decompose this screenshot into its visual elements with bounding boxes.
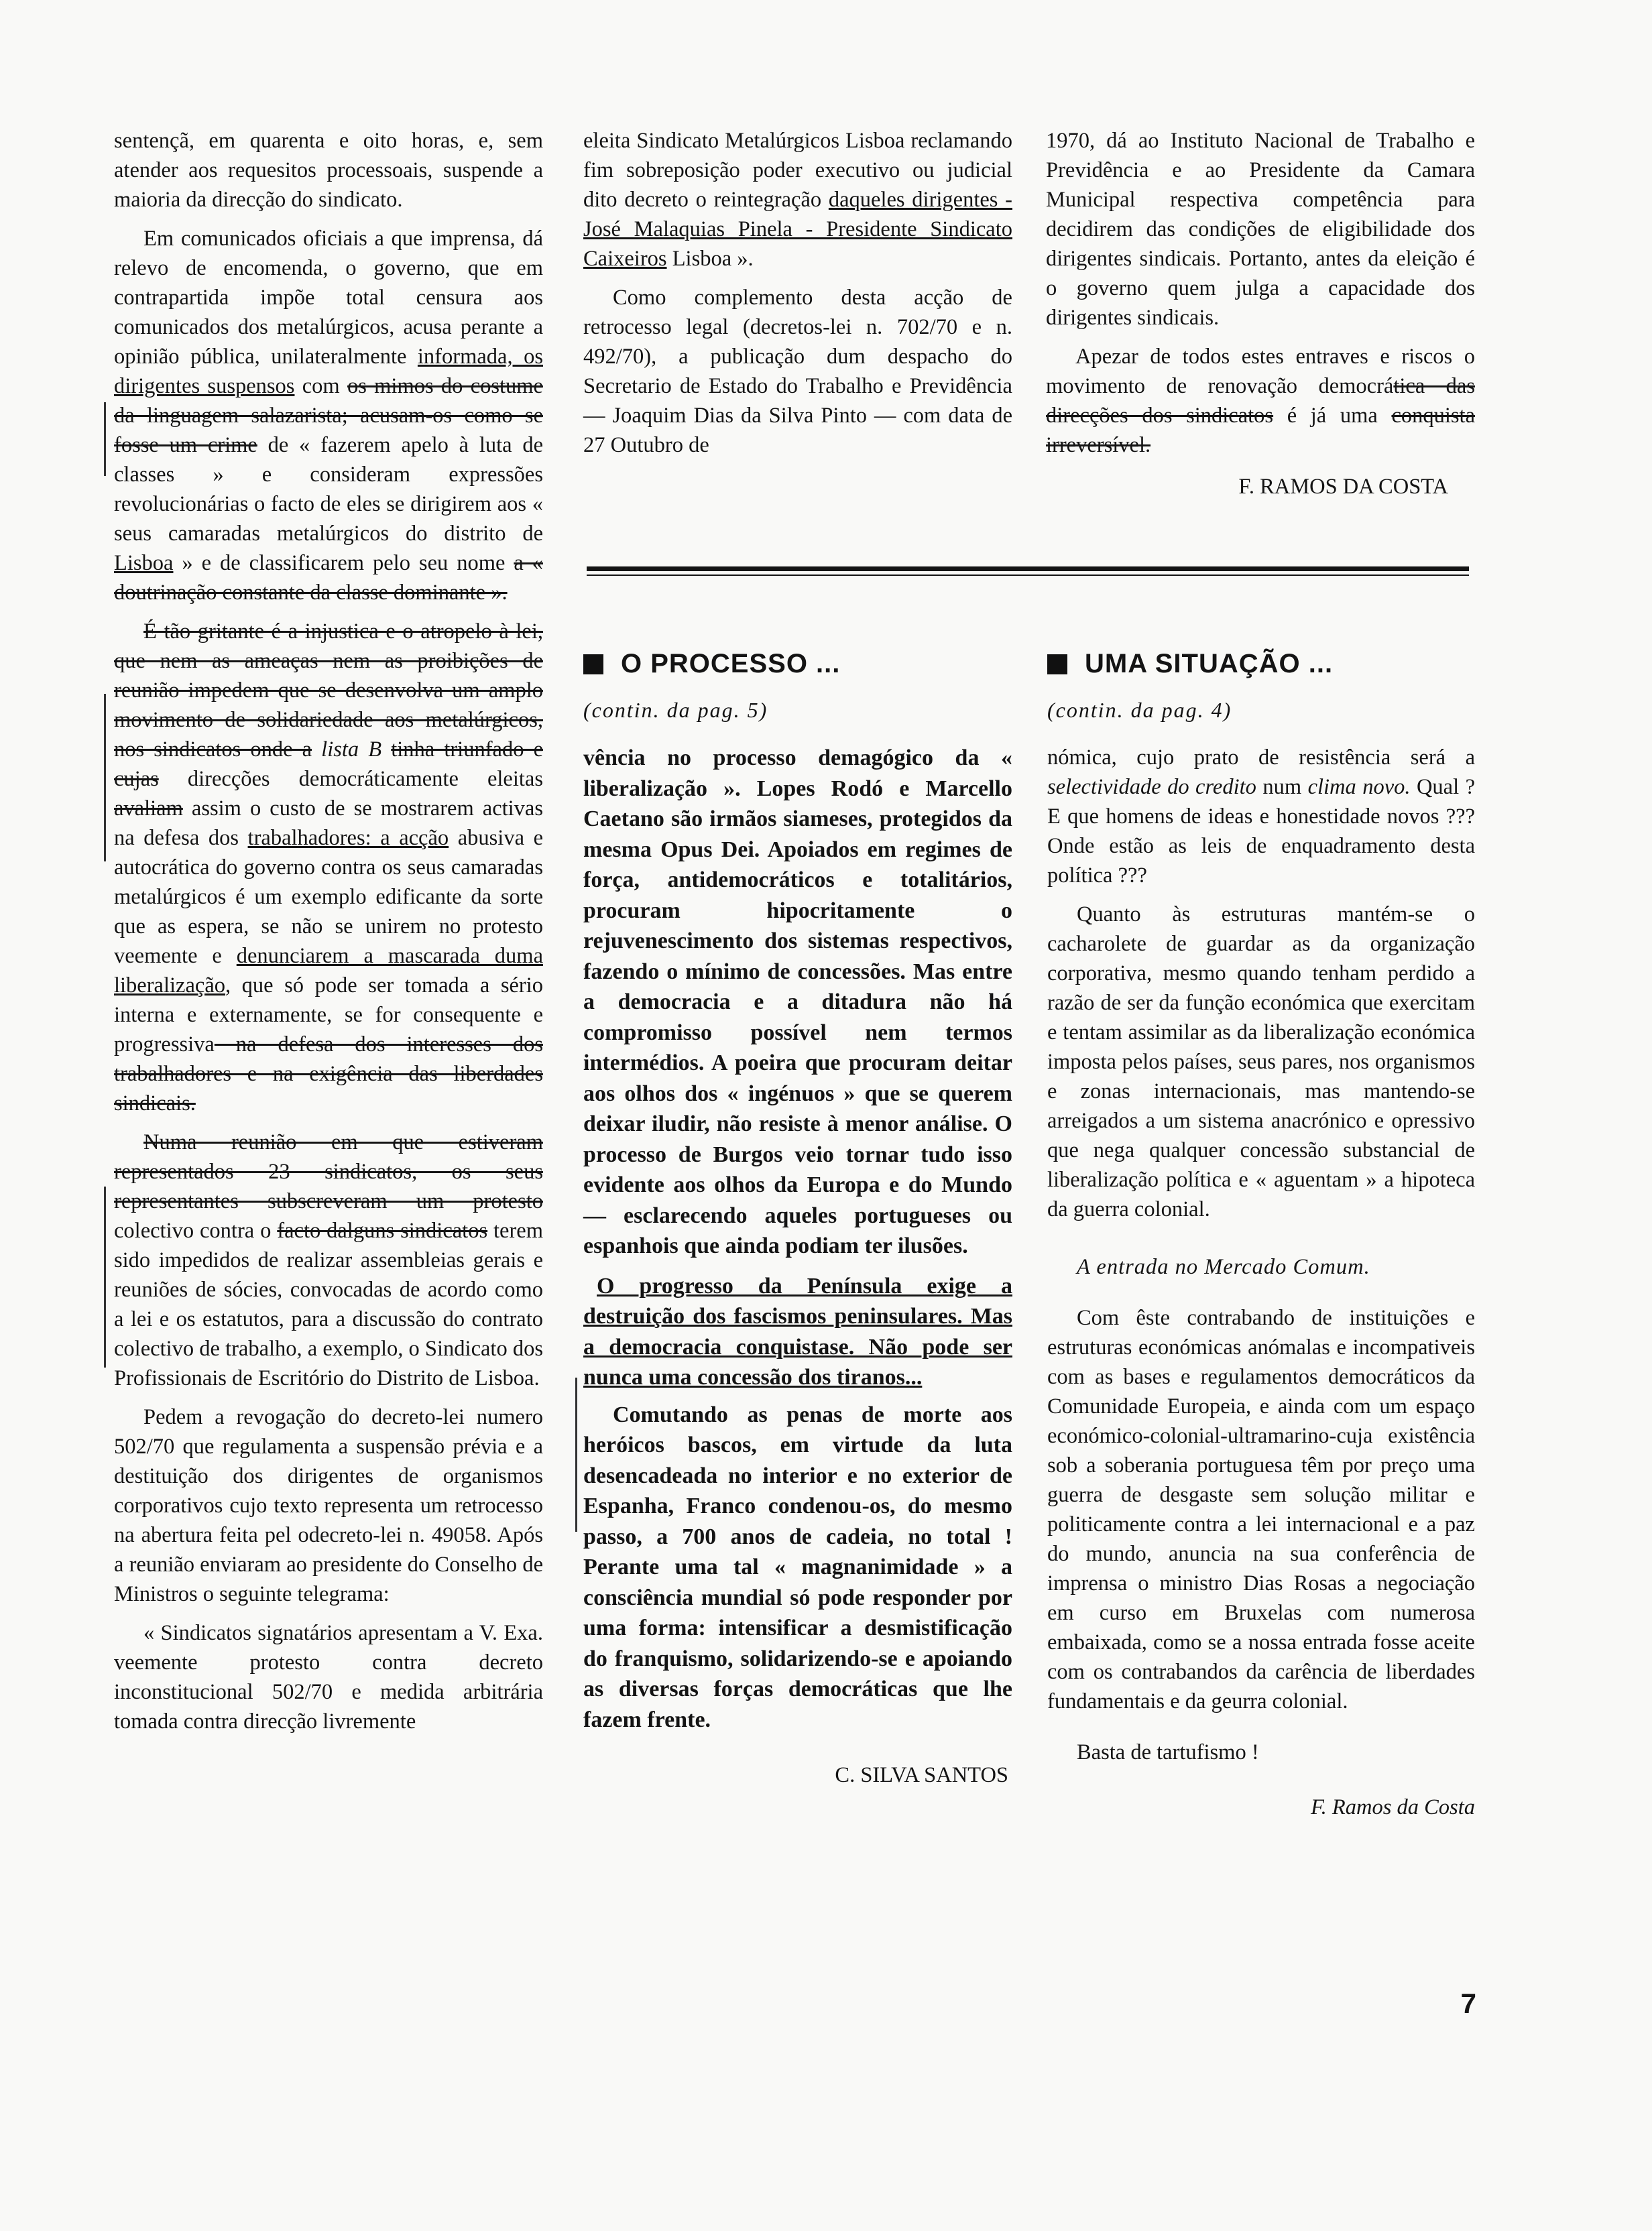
underlined-text: denunciarem a mascarada duma liberalização [114,944,544,998]
divider-rule [587,566,1469,571]
margin-mark [104,1187,106,1368]
article-heading: O PROCESSO ... [583,649,1012,679]
paragraph: Basta de tartufismo ! [1077,1740,1259,1764]
article-uma-situacao [1047,649,1475,1822]
margin-mark [104,694,106,861]
paragraph: eleita Sindicato Metalúrgicos Lisboa reclamando fim sobreposição poder executivo ou judicial dito decreto o reintegração daqueles dirigentes - José Malaquias Pinela - Presidente Sindicato Caixeiros Lisboa ». [583,129,1012,271]
struck-text: É tão gritante é a injustica e o atropelo à lei, que nem as ameaças nem as proibições de reunião impedem que se desenvolva um amplo movimento de solidariedade aos metalúrgicos, nos sindicatos onde a [114,619,543,762]
struck-text: tinha triunfado e cujas [114,737,543,791]
underlined-text: trabalhadores: a acção [247,826,449,850]
struck-text: conquista irreversível. [1046,404,1475,457]
divider-rule [587,575,1469,576]
square-bullet-icon [1047,654,1067,674]
continuation-note: (contin. da pag. 5) [583,698,768,722]
column-middle-top [583,126,1012,460]
underlined-text: Lisboa [114,551,174,575]
struck-text: avaliam [114,796,183,821]
paragraph: sentençã, em quarenta e oito horas, e, sem atender aos requesitos processoais, suspende a maioria da direcção do sindicato. [114,129,543,212]
paragraph: vência no processo demagógico da « liberalização ». Lopes Rodó e Marcello Caetano são irmãos siameses, protegidos da mesma Opus Dei. Apoiados em regimes de força, antidemocráticos e totalitários, procuram hipocritamente o rejuvenescimento dos sistemas respectivos, fazendo o mínimo de concessões. Mas entre a democracia e a ditadura não há compromisso possível nem termos intermédios. A poeira que procuram deitar aos olhos dos « ingénuos » que se querem deixar iludir, não resiste à menor análise. O processo de Burgos veio tornar tudo isso evidente aos olhos da Europa e do Mundo — esclarecendo aqueles portugueses ou espanhois que ainda podiam ter ilusões. [583,745,1012,1258]
square-bullet-icon [583,654,603,674]
continuation-note: (contin. da pag. 4) [1047,698,1232,722]
paragraph: Como complemento desta acção de retrocesso legal (decretos-lei n. 702/70 e n. 492/70), a publicação dum despacho do Secretario de Estado do Trabalho e Previdência — Joaquim Dias da Silva Pinto — com data de 27 Outubro de [583,286,1012,457]
paragraph: Com êste contrabando de instituições e estruturas económicas anómalas e incompativeis com as bases e regulamentos democráticos da Comunidade Europeia, e ainda com um espaço económico-colonial-ultramarino-cuja existência sob a soberania portuguesa têm por preço uma guerra de desgaste sem solução militar e politicamente contra a lei internacional e a paz do mundo, anuncia na sua conferência de imprensa o ministro Dias Rosas a negociação em curso em Bruxelas com numerosa embaixada, como se a nossa entrada fosse aceite com os contrabandos da carência de liberdades fundamentais e da geurra colonial. [1047,1306,1475,1713]
struck-text: tica das direcções dos sindicatos [1046,374,1476,428]
paragraph: Pedem a revogação do decreto-lei numero 502/70 que regulamenta a suspensão prévia e a destituição dos dirigentes de organismos corporativos cujo texto representa um retrocesso na abertura feita pel odecreto-lei n. 49058. Após a reunião enviaram ao presidente do Conselho de Ministros o seguinte telegrama: [114,1405,543,1606]
article-heading: UMA SITUAÇÃO ... [1047,649,1475,679]
column-right-top [1046,126,1475,501]
paragraph: Apezar de todos estes entraves e riscos o movimento de renovação democrática das direcções dos sindicatos é já uma conquista irreversível. [1046,345,1476,457]
struck-text: a « doutrinação constante da classe dominante ». [114,551,543,605]
underlined-text: daqueles dirigentes - José Malaquias Pinela - Presidente Sindicato Caixeiros [583,188,1012,271]
underlined-paragraph: O progresso da Península exige a destruição dos fascismos peninsulares. Mas a democracia conquistase. Não pode ser nunca uma concessão dos tiranos... [583,1273,1012,1390]
signature: C. SILVA SANTOS [835,1763,1008,1787]
paragraph: « Sindicatos signatários apresentam a V. Exa. veemente protesto contra decreto inconstitucional 502/70 e medida arbitrária tomada contra direcção livremente [114,1621,543,1734]
subheading: A entrada no Mercado Comum. [1077,1255,1370,1279]
paragraph: É tão gritante é a injustica e o atropelo à lei, que nem as ameaças nem as proibições de reunião impedem que se desenvolva um amplo movimento de solidariedade aos metalúrgicos, nos sindicatos onde a lista B tinha triunfado e cujas direcções democráticamente eleitas avaliam assim o custo de se mostrarem activas na defesa dos trabalhadores: a acção abusiva e autocrática do governo contra os seus camaradas metalúrgicos é um exemplo edificante da sorte que as espera, se não se unirem no protesto veemente e denunciarem a mascarada duma liberalização, que só pode ser tomada a sério interna e externamente, se for consequente e progressiva na defesa dos interesses dos trabalhadores e na exigência das liberdades sindicais. [114,619,544,1116]
margin-mark [575,1378,577,1532]
column-left [114,126,543,1736]
page-number: 7 [1460,1988,1476,2019]
paragraph: Em comunicados oficiais a que imprensa, dá relevo de encomenda, o governo, que em contrapartida impõe total censura aos comunicados dos metalúrgicos, acusa perante a opinião pública, unilateralmente informada, os dirigentes suspensos com os mimos do costume da linguagem salazarista; acusam-os como se fosse um crime de « fazerem apelo à luta de classes » e consideram expressões revolucionárias o facto de eles se dirigirem aos « seus camaradas metalúrgicos do distrito de Lisboa » e de classificarem pelo seu nome a « doutrinação constante da classe dominante ». [114,227,543,605]
signature: F. RAMOS DA COSTA [1238,475,1448,499]
paragraph: 1970, dá ao Instituto Nacional de Trabalho e Previdência e ao Presidente da Camara Municipal respectiva competência para decidirem das condições de eligibilidade dos dirigentes sindicais. Portanto, antes da eleição é o governo quem julga a capacidade dos dirigentes sindicais. [1046,129,1475,330]
underlined-text: informada, os dirigentes suspensos [114,345,543,398]
struck-text: na defesa dos interesses dos trabalhadores e na exigência das liberdades sindicais. [114,1032,543,1116]
paragraph: Numa reunião em que estiveram representados 23 sindicatos, os seus representantes subscreveram um protesto colectivo contra o facto dalguns sindicatos terem sido impedidos de realizar assembleias gerais e reuniões de sócies, convocadas de acordo como a lei e os estatutos, para a discussão do contrato colectivo de trabalho, a exemplo, o Sindicato dos Profissionais de Escritório do Distrito de Lisboa. [114,1130,543,1390]
paragraph: nómica, cujo prato de resistência será a selectividade do credito num clima novo. Qual ? E que homens de ideas e honestidade novos ??? Onde estão as leis de enquadramento desta política ??? [1047,745,1475,888]
signature: F. Ramos da Costa [1311,1795,1475,1819]
paragraph: Comutando as penas de morte aos heróicos bascos, em virtude da luta desencadeada no interior e no exterior de Espanha, Franco condenou-os, do mesmo passo, a 700 anos de cadeia, no total ! Perante uma tal « magnanimidade » a consciência mundial só pode responder por uma forma: intensificar a desmistificação do franquismo, solidarizendo-se e apoiando as diversas forças democráticas que lhe fazem frente. [583,1402,1012,1732]
struck-text: os mimos do costume da linguagem salazarista; acusam-os como se fosse um crime [114,374,543,457]
paragraph: Quanto às estruturas mantém-se o cacharolete de guardar as da organização corporativa, mesmo quando tenham perdido a razão de ser da função económica que exercitam e tentam assimilar as da liberalização económica imposta pelos países, seus pares, nos organismos e zonas internacionais, mas mantendo-se arreigados a um sistema anacrónico e opressivo que nega qualquer concessão substancial de liberalização política e « aguentam » a hipoteca da guerra colonial. [1047,902,1475,1221]
struck-text: facto dalguns sindicatos [277,1219,488,1243]
margin-mark [104,402,106,476]
article-o-processo [583,649,1012,1790]
struck-text: Numa reunião em que estiveram representados 23 sindicatos, os seus representantes subscreveram um protesto [114,1130,543,1213]
